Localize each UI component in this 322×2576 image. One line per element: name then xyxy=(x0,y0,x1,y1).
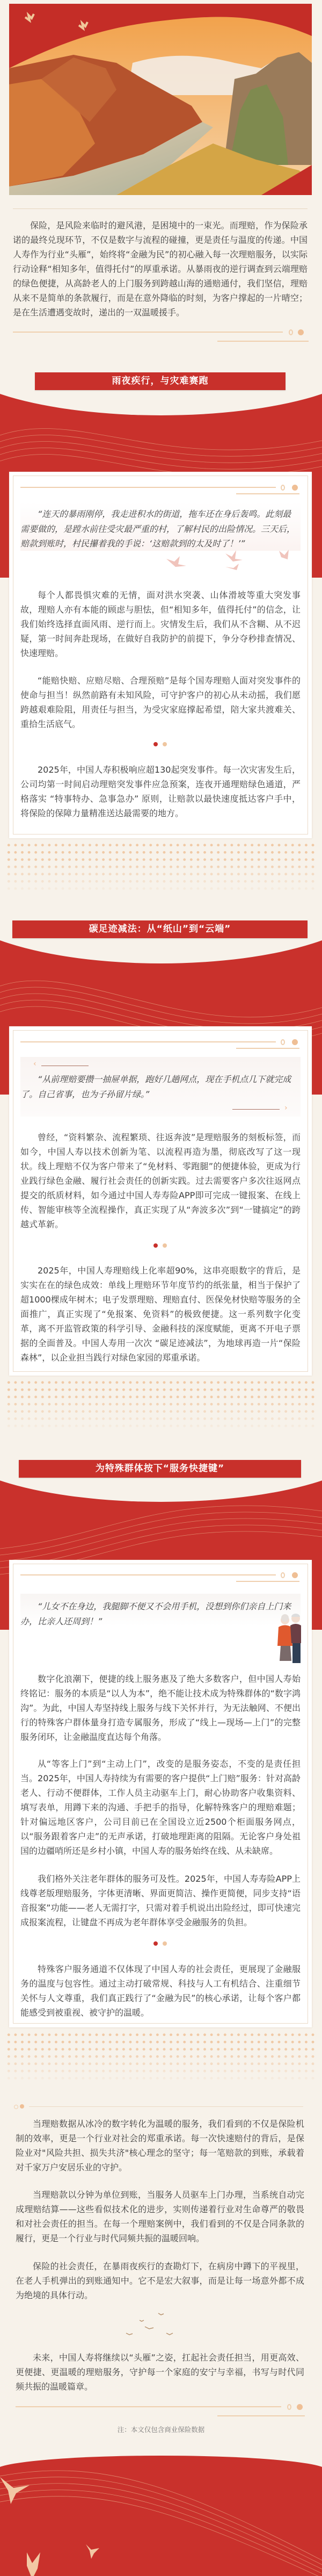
intro-paragraph: 保险，是风险来临时的避风港，是困境中的一束光。而理赔，作为保险承诺的最终兑现环节，不仅是数字与流程的碰撞，更是责任与温度的传递。中国人寿作为行业“头雁”，始终将“金融为民”的初心融入每一次理赔服务，以实际行动诠释“相知多年，值得托付”的厚重承诺。从暴雨夜的逆行调查到云端理赔的绿色便捷，从高龄老人的上门服务到跨越山海的通赔通付，我们坚信，理赔从来不是简单的条款履行，而是在意外降临的时刻，为客户撑起的一片晴空；是在生活遭遇变故时，递出的一双温暖援手。 xyxy=(13,220,308,318)
section-heading: 碳足迹减法：从“纸山”到“云端” xyxy=(12,920,308,938)
customer-quote: “连天的暴雨刚停，我走进积水的街道，拖车还在身后轰鸣。此刻最需要做的，是蹚水前往受灾最严重的村，了解村民的出险情况。三天后，赔款到账时，村民攥着我的手说：‘这赔款到的太及时了！’” xyxy=(20,509,296,549)
closing-paragraph: 当理赔款以分钟为单位到账，当服务人员驱车上门办理，当系统自动完成理赔结算——这些看似技术化的进步，实则传递着行业对生命尊严的敬畏和对社会责任的担当。在每一个理赔案例中，我们看到的不仅是合同条款的履行，更是一个行业与时代同频共振的温暖回响。 xyxy=(16,2190,304,2243)
closing-paragraph: 未来，中国人寿将继续以“头雁”之姿，扛起社会责任担当，用更高效、更便捷、更温暖的理赔服务，守护每一个家庭的安宁与幸福，书写与时代同频共振的温暖篇章。 xyxy=(16,2352,304,2392)
body-paragraph: 特殊客户服务通道不仅体现了中国人寿的社会责任，更展现了金融服务的温度与包容性。通过主动打破常规、科技与人工有机结合、注重细节关怀与人文尊重，我们真正践行了“金融为民”的核心承诺，让每个客户都能感受到被重视、被守护的温暖。 xyxy=(20,1964,301,2018)
chevron-right-icon: › xyxy=(284,1104,288,1112)
dot-pattern-decoration xyxy=(5,1379,317,1433)
closing-paragraph: 当理赔数据从冰冷的数字转化为温暖的服务，我们看到的不仅是保险机制的效率，更是一个行业对社会的郑重承诺。每一次快速赔付的背后，是保险业对"风险共担、损失共济"核心理念的坚守；每一笔赔款的到账，承载着对千家万户安居乐业的守护。 xyxy=(16,2119,304,2172)
footer-red-arc xyxy=(0,2456,322,2576)
body-paragraph: “能赔快赔、应赔尽赔、合理预赔”是每个国寿理赔人面对突发事件的使命与担当！纵然前路有未知风险，可守护客户的初心从未动摇，我们愿跨越艰难险阻，用责任与担当，为受灾家庭撑起希望，陪大家共渡难关、重拾生活底气。 xyxy=(20,675,301,729)
body-paragraph: 每个人都畏惧灾难的无情，面对洪水突袭、山体滑坡等重大突发事故，理赔人亦有本能的顾虑与胆怯，但“相知多年，值得托付”的信念，让我们始终选择直面风雨、逆行而上。灾情发生后，我们从不含糊、从不迟疑，第一时间奔赴现场，在做好自我防护的前提下，争分夺秒排查情况、快速理赔。 xyxy=(20,590,301,658)
footnote: 注：本文仅包含商业保险数据 xyxy=(117,2426,205,2434)
hero-illustration xyxy=(9,4,312,195)
section-heading: 为特殊群体按下“服务快捷键” xyxy=(19,1460,301,1478)
body-paragraph: 数字化浪潮下，便捷的线上服务惠及了绝大多数客户，但中国人寿始终铭记：服务的本质是“以人为本”，绝不能让技术成为特殊群体的“数字鸿沟”。为此，中国人寿坚持线上服务与线下关怀并行，为无法触网、不便出行的特殊客户群体量身打造专属服务，形成了“线上—现场—上门”的完整服务闭环，让金融温度直达每个角落。 xyxy=(20,1674,301,1742)
chevron-left-icon: ‹ xyxy=(33,1060,36,1068)
flying-birds-icon xyxy=(121,2311,185,2340)
divider xyxy=(13,208,308,209)
dot-pattern-decoration xyxy=(5,841,317,895)
section-heading: 雨夜疾行，与灾难赛跑 xyxy=(35,372,286,390)
body-paragraph: 曾经，“资料繁杂、流程繁琐、往返奔波”是理赔服务的刻板标签，而如今，中国人寿以技术创新为笔、以流程再造为墨，彻底改写了这一现状。线上理赔不仅为客户带来了“免材料、零跑腿”的便捷体验，更成为行业践行绿色金融、履行社会责任的创新实践。过去需要客户多次往返网点提交的纸质材料，如今通过中国人寿寿险APP即可完成一键报案、在线上传、智能审核等全流程操作，真正实现了从“奔波多次”到“一键搞定”的跨越式革新。 xyxy=(20,1132,301,1229)
customer-quote: “从前理赔要攒一抽屉单据，跑好几趟网点，现在手机点几下就完成了。自己省事，也为子孙留片绿。” xyxy=(20,1074,291,1099)
elderly-couple-illustration xyxy=(276,1614,304,1666)
quote-line-right xyxy=(232,1109,280,1110)
body-paragraph: 从“等客上门”到“主动上门”，改变的是服务姿态，不变的是责任担当。2025年，中国人寿持续为有需要的客户提供“上门赔”服务：针对高龄老人、行动不便群体，工作人员主动驱车上门，耐心协助客户收集资料、填写表单，用蹲下来的沟通、手把手的指导，化解特殊客户的理赔难题；针对偏远地区客户，公司目前已在全国设立近2500个柜面服务网点，以“服务跟着客户走”的无声承诺，打破地理距离的阻隔。无论客户身处祖国的边疆哨所还是乡村小镇，中国人寿的服务始终在线、从未缺席。 xyxy=(20,1759,301,1856)
body-paragraph: 我们格外关注老年群体的服务可及性。2025年，中国人寿寿险APP上线尊老版理赔服务，字体更清晰、界面更简洁、操作更简便，同步支持“语音报案”功能——老人无需打字，只需对着手机说出出险经过，即可快速完成报案流程，让键盘不再成为老年群体享受金融服务的负担。 xyxy=(20,1874,301,1927)
dot-pattern-decoration xyxy=(5,2031,317,2085)
wave-lines-decoration xyxy=(0,2456,322,2576)
body-paragraph: 2025年，中国人寿积极响应超130起突发事件。每一次灾害发生后，公司均第一时间启动理赔突发事件应急预案，连夜开通理赔绿色通道，严格落实 “特事特办、急事急办” 原则，让赔款以最快速度抵达客户手中，将保险的保障力量精准送达最需要的地方。 xyxy=(20,765,301,818)
customer-quote: “儿女不在身边，我腿脚不便又不会用手机，没想到你们亲自上门来办，比亲人还周到！” xyxy=(20,1601,291,1627)
landscape-image xyxy=(9,4,312,195)
closing-paragraph: 保险的社会责任，在暴雨夜疾行的查勘灯下，在病房中蹲下的平视里，在老人手机弹出的到账通知中。它不是宏大叙事，而是让每一场意外都不成为绝境的具体行动。 xyxy=(16,2261,304,2300)
dove-birds-icon xyxy=(161,548,301,575)
body-paragraph: 2025年，中国人寿理赔线上化率超90%，这串亮眼数字的背后，是实实在在的绿色成效：单线上理赔环节年度节约的纸张量，相当于保护了超1000棵成年树木；电子发票理赔、理赔直付、医保免材快赔等服务的全面推广，真正实现了“免报案、免资料”的极致便捷。这一系列数字化变革，离不开监管政策的科学引导、金融科技的深度赋能，更离不开电子票据的全面普及。中国人寿用一次次 “碳足迹减法”，为地球再造一片“保险森林”，以企业担当践行对绿色家园的郑重承诺。 xyxy=(20,1265,301,1363)
